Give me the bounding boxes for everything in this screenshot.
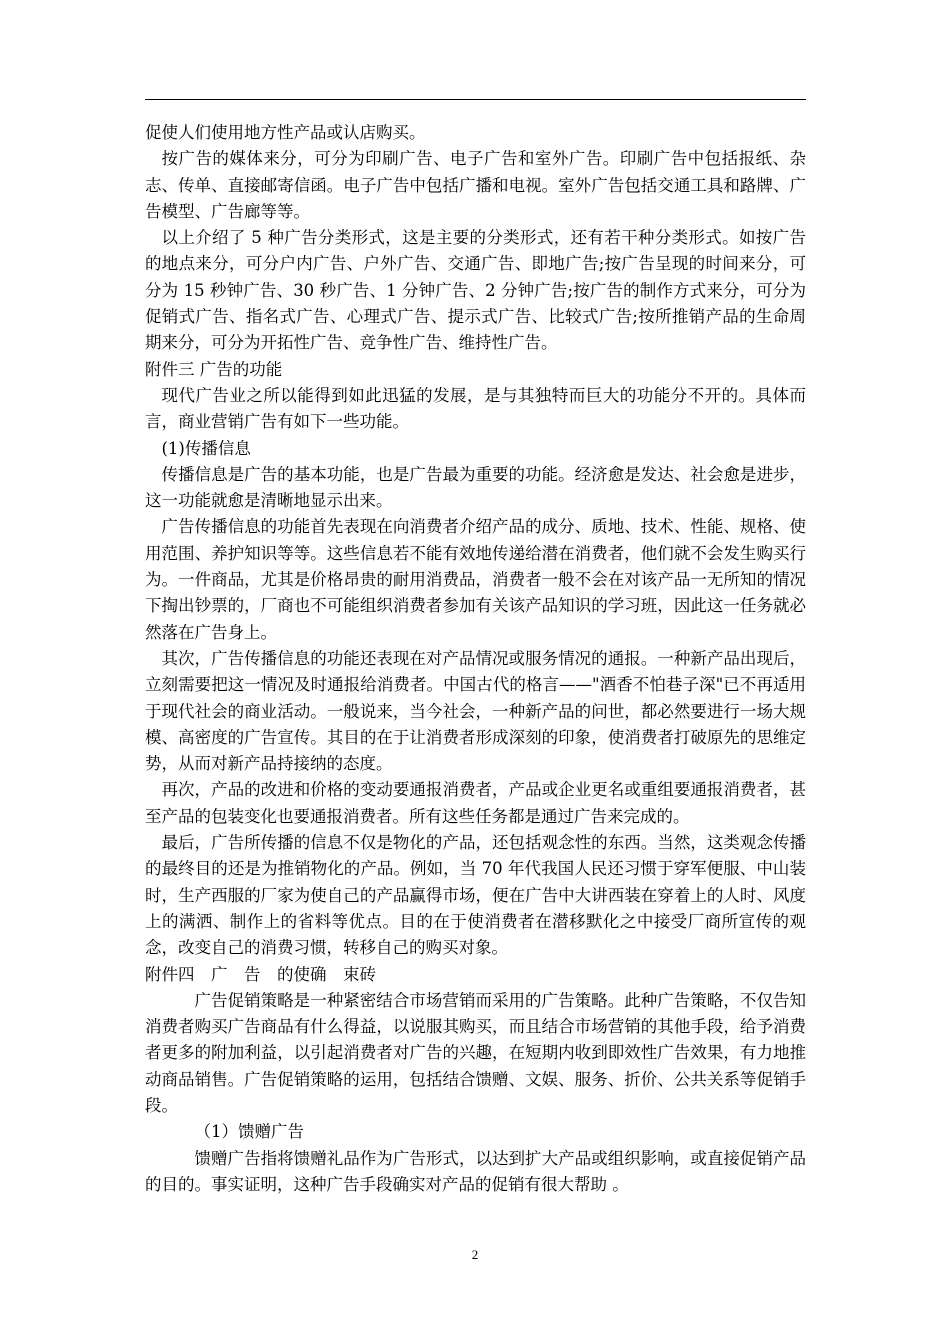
paragraph: 再次，产品的改进和价格的变动要通报消费者，产品或企业更名或重组要通报消费者，甚至产品的包装变化也要通报消费者。所有这些任务都是通过广告来完成的。	[145, 780, 806, 826]
paragraph: 按广告的媒体来分，可分为印刷广告、电子广告和室外广告。印刷广告中包括报纸、杂志、传单、直接邮寄信函。电子广告中包括广播和电视。室外广告包括交通工具和路牌、广告模型、广告廊等等。	[145, 149, 806, 221]
paragraph: 其次，广告传播信息的功能还表现在对产品情况或服务情况的通报。一种新产品出现后，立刻需要把这一情况及时通报给消费者。中国古代的格言——"酒香不怕巷子深"已不再适用于现代社会的商业活动。一般说来，当今社会，一种新产品的问世，都必然要进行一场大规模、高密度的广告宣传。其目的在于让消费者形成深刻的印象，使消费者打破原先的思维定势，从而对新产品持接纳的态度。	[145, 648, 806, 774]
subheading: (1)传播信息	[161, 438, 251, 458]
paragraph: 最后，广告所传播的信息不仅是物化的产品，还包括观念性的东西。当然，这类观念传播的最终目的还是为推销物化的产品。例如，当 70 年代我国人民还习惯于穿军便服、中山装时，生产西服的厂家为使自己的产品赢得市场，便在广告中大讲西装在穿着上的人时、风度上的满洒、制作上的省料等优点。目的在于使消费者在潜移默化之中接受厂商所宣传的观念，改变自己的消费习惯，转移自己的购买对象。	[145, 833, 806, 958]
header-rule	[145, 99, 806, 100]
paragraph: 促使人们使用地方性产品或认店购买。	[145, 123, 426, 142]
paragraph: 现代广告业之所以能得到如此迅猛的发展，是与其独特而巨大的功能分不开的。具体而言，商业营销广告有如下一些功能。	[145, 385, 806, 432]
paragraph: 传播信息是广告的基本功能，也是广告最为重要的功能。经济愈是发达、社会愈是进步，这一功能就愈是清晰地显示出来。	[145, 464, 806, 511]
paragraph: 以上介绍了 5 种广告分类形式，这是主要的分类形式，还有若干种分类形式。如按广告的地点来分，可分户内广告、户外广告、交通广告、即地广告;按广告呈现的时间来分，可分为 15 秒钟广告、30 秒广告、1 分钟广告、2 分钟广告;按广告的制作方式来分，可分为促销式广告、指名式广告、心理式广告、提示式广告、比较式广告;按所推销产品的生命周期来分，可分为开拓性广告、竞争性广告、维持性广告。	[145, 228, 806, 353]
paragraph: 广告传播信息的功能首先表现在向消费者介绍产品的成分、质地、技术、性能、规格、使用范围、养护知识等等。这些信息若不能有效地传递给潜在消费者，他们就不会发生购买行为。一件商品，尤其是价格昂贵的耐用消费品，消费者一般不会在对该产品一无所知的情况下掏出钞票的，厂商也不可能组织消费者参加有关该产品知识的学习班，因此这一任务就必然落在广告身上。	[145, 517, 806, 642]
subheading: （1）馈赠广告	[194, 1122, 304, 1142]
page-number: 2	[471, 1247, 479, 1262]
paragraph: 广告促销策略是一种紧密结合市场营销而采用的广告策略。此种广告策略，不仅告知消费者购买广告商品有什么得益，以说服其购买，而且结合市场营销的其他手段，给予消费者更多的附加利益，以引起消费者对广告的兴趣，在短期内收到即效性广告效果，有力地推动商品销售。广告促销策略的运用，包括结合馈赠、文娱、服务、折价、公共关系等促销手段。	[145, 990, 806, 1115]
section-heading: 附件四 广 告 的使确 束砖	[145, 964, 376, 984]
section-heading: 附件三 广告的功能	[145, 359, 283, 379]
paragraph: 馈赠广告指将馈赠礼品作为广告形式，以达到扩大产品或组织影响，或直接促销产品的目的。事实证明，这种广告手段确实对产品的促销有很大帮助 。	[145, 1148, 806, 1194]
document-body	[145, 120, 806, 1198]
